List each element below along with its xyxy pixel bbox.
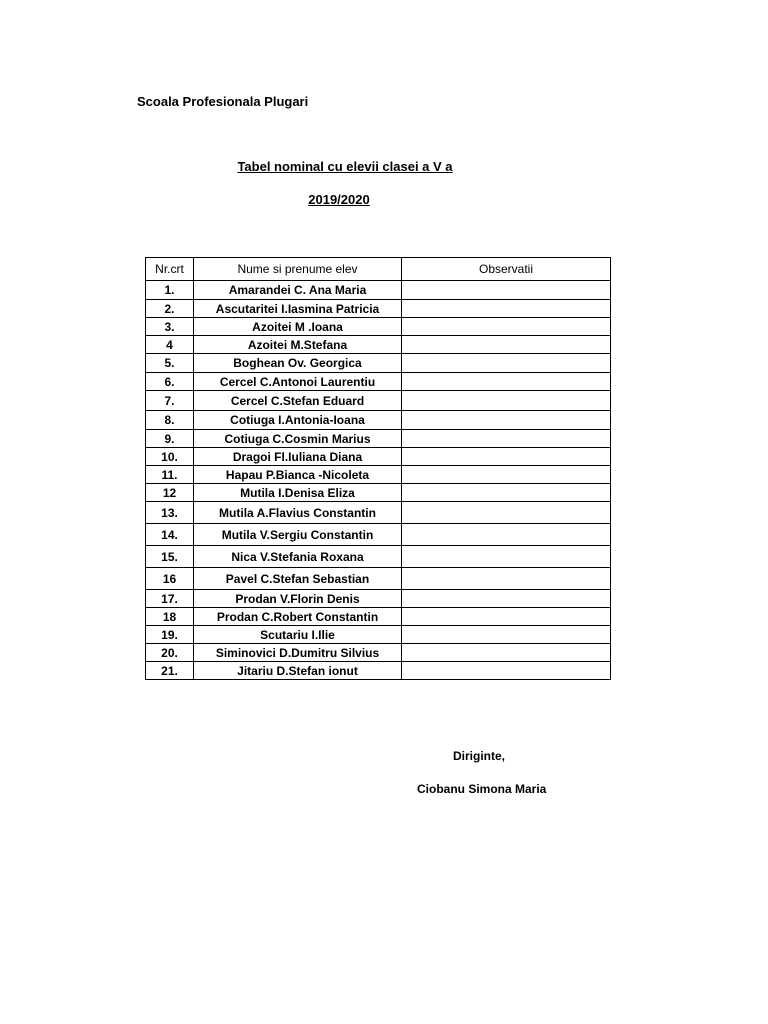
observations-cell [402,568,611,590]
student-name-cell: Nica V.Stefania Roxana [194,546,402,568]
student-name-cell: Cercel C.Stefan Eduard [194,391,402,411]
student-name-cell: Jitariu D.Stefan ionut [194,662,402,680]
row-number-cell: 6. [146,373,194,391]
row-number-cell: 8. [146,411,194,430]
table-row [146,590,611,608]
row-number-cell: 1. [146,281,194,300]
table-row [146,391,611,411]
column-header-observations: Observatii [402,258,611,281]
observations-cell [402,484,611,502]
table-row [146,644,611,662]
student-name-cell: Mutila A.Flavius Constantin [194,502,402,524]
observations-cell [402,336,611,354]
observations-cell [402,300,611,318]
observations-cell [402,502,611,524]
row-number-cell: 10. [146,448,194,466]
column-header-nr: Nr.crt [146,258,194,281]
table-row [146,430,611,448]
student-name-cell: Cercel C.Antonoi Laurentiu [194,373,402,391]
table-row [146,354,611,373]
table-row [146,546,611,568]
observations-cell [402,626,611,644]
observations-cell [402,391,611,411]
student-name-cell: Boghean Ov. Georgica [194,354,402,373]
observations-cell [402,644,611,662]
row-number-cell: 15. [146,546,194,568]
table-row [146,662,611,680]
observations-cell [402,281,611,300]
student-name-cell: Cotiuga C.Cosmin Marius [194,430,402,448]
observations-cell [402,354,611,373]
column-header-name: Nume si prenume elev [194,258,402,281]
signature-title: Diriginte, [453,749,506,763]
row-number-cell: 3. [146,318,194,336]
student-name-cell: Mutila V.Sergiu Constantin [194,524,402,546]
table-row [146,466,611,484]
row-number-cell: 9. [146,430,194,448]
table-row [146,626,611,644]
document-title: Tabel nominal cu elevii clasei a V a [237,159,453,174]
table-row [146,318,611,336]
student-name-cell: Prodan C.Robert Constantin [194,608,402,626]
table-row [146,411,611,430]
table-row [146,568,611,590]
table-row [146,373,611,391]
row-number-cell: 20. [146,644,194,662]
student-name-cell: Siminovici D.Dumitru Silvius [194,644,402,662]
observations-cell [402,448,611,466]
student-name-cell: Mutila I.Denisa Eliza [194,484,402,502]
table-header-row [146,258,611,281]
row-number-cell: 19. [146,626,194,644]
table-row [146,502,611,524]
student-name-cell: Dragoi Fl.Iuliana Diana [194,448,402,466]
table-row [146,608,611,626]
school-year: 2019/2020 [308,192,370,207]
row-number-cell: 5. [146,354,194,373]
table-body [146,281,611,680]
row-number-cell: 12 [146,484,194,502]
student-name-cell: Pavel C.Stefan Sebastian [194,568,402,590]
student-name-cell: Ascutaritei I.Iasmina Patricia [194,300,402,318]
row-number-cell: 7. [146,391,194,411]
observations-cell [402,466,611,484]
student-name-cell: Amarandei C. Ana Maria [194,281,402,300]
row-number-cell: 11. [146,466,194,484]
student-name-cell: Azoitei M.Stefana [194,336,402,354]
row-number-cell: 14. [146,524,194,546]
row-number-cell: 2. [146,300,194,318]
observations-cell [402,590,611,608]
table-row [146,336,611,354]
observations-cell [402,546,611,568]
student-name-cell: Hapau P.Bianca -Nicoleta [194,466,402,484]
school-name: Scoala Profesionala Plugari [137,94,309,109]
row-number-cell: 21. [146,662,194,680]
observations-cell [402,411,611,430]
observations-cell [402,608,611,626]
observations-cell [402,524,611,546]
row-number-cell: 4 [146,336,194,354]
row-number-cell: 18 [146,608,194,626]
observations-cell [402,318,611,336]
table-row [146,300,611,318]
student-name-cell: Prodan V.Florin Denis [194,590,402,608]
student-name-cell: Cotiuga I.Antonia-Ioana [194,411,402,430]
observations-cell [402,430,611,448]
table-row [146,448,611,466]
row-number-cell: 13. [146,502,194,524]
observations-cell [402,662,611,680]
row-number-cell: 16 [146,568,194,590]
observations-cell [402,373,611,391]
table-row [146,281,611,300]
signature-name: Ciobanu Simona Maria [417,782,547,796]
student-name-cell: Azoitei M .Ioana [194,318,402,336]
row-number-cell: 17. [146,590,194,608]
student-roster-table [145,257,611,680]
table-row [146,484,611,502]
table-row [146,524,611,546]
student-name-cell: Scutariu I.Ilie [194,626,402,644]
